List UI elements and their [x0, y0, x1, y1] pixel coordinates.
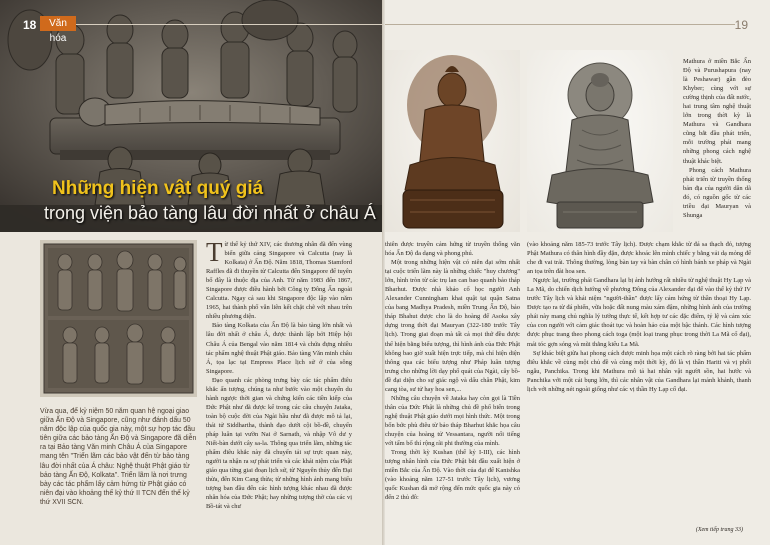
buddhist-stele-photo — [40, 240, 197, 397]
paragraph: Trong thời kỳ Kushan (thế kỷ I-III), các hình tượng nhân hình của Đức Phật bắt đầu xuất hiện ở miền Bắc của Ấn Độ. Vào thời của đại đế Kanishka (vào khoảng năm 127-51 trước Tây lịch), vương quốc Kushan đã mở rộng đến mức quốc gia này có đến 2 thủ đô: — [385, 449, 520, 502]
photo-caption: Vừa qua, để kỷ niệm 50 năm quan hệ ngoại giao giữa Ấn Độ và Singapore, cũng như đánh dấu 50 năm độc lập của quốc gia này, một sự hợp tác đầu tiên giữa các bảo tàng Ấn Độ và Singapore đã diễn ra tại Bảo tàng Văn minh Châu Á của Singapore mang tên "Triển lãm các bảo vật đến từ bảo tàng lâu đời nhất của Á châu: Nghệ thuật Phật giáo từ bảo tàng Ấn Độ, Kolkata". Triển lãm là nơi trưng bày các tác phẩm lấy cảm hứng từ Phật giáo có niên đại vào khoảng thế kỷ thứ II TCN đến thế kỷ thứ XVII SCN. — [40, 408, 197, 506]
right-page — [385, 0, 770, 545]
header-rule — [385, 24, 735, 25]
left-page — [0, 0, 383, 545]
paragraph: thiên được truyền cảm hứng từ truyền thống văn hóa Ấn Độ đa dạng và phong phú. — [385, 241, 520, 258]
header-rule — [40, 24, 383, 25]
headline-line-2: trong viện bảo tàng lâu đời nhất ở châu Á — [44, 203, 376, 223]
drop-cap: T — [206, 237, 223, 267]
headline-line-1: Những hiện vật quý giá — [52, 178, 264, 199]
article-column-3-top — [683, 57, 751, 220]
paragraph: (vào khoảng năm 185-73 trước Tây lịch). Được chạm khắc từ đá sa thạch đỏ, tượng Phật Mathura có thân hình đầy đặn, được khoác lên mình chiếc y bằng vải dạ mỏng để che đi vai trái. Thông thường, lòng bàn tay và bàn chân có hình bánh xe pháp và Ngài an tọa trên đài hoa sen. — [527, 241, 751, 276]
schist-buddha-image — [527, 50, 673, 232]
article-column-1 — [206, 237, 352, 511]
section-label: Văn hóa — [40, 16, 76, 31]
paragraph: Phong cách Mathura phát triển từ truyền thống bản địa của người dân dã đó, có nguồn gốc từ các triều đại Mauryan và Shunga — [683, 166, 751, 219]
paragraph: ừ thế kỷ thứ XIV, các thương nhân đã đến vùng biển giữa cảng Singapore và Calcutta (nay là Kolkata) ở Ấn Độ. Năm 1818, Thomas Stamford Raffles đã đi thuyền từ Calcutta đến Singapore để tuyên bố đây là thuộc địa của Anh. Từ năm 1983 đến 1867, Singapore được điều hành bởi Công ty Đông Ấn ngoài Calcutta. Ngay cả sau khi Singapore độc lập vào năm 1965, hai thành phố vẫn liên kết chặt chẽ với nhau trên nhiều phương diện. — [206, 241, 352, 321]
paragraph: Một trong những hiện vật có niên đại sớm nhất tại cuộc triển lãm này là những chiếc "huy chương" lớn, hình tròn từ các trụ lan can bao quanh bảo tháp Bharhut. Được nhà khảo cổ học người Anh Alexander Cunningham khai quật tại quận Satna của bang Madhya Pradesh, miền Trung Ấn Độ, bảo tháp Bhahut được cho là do hoàng đế Asoka xây dựng trong thời đại Mauryan (322-180 trước Tây lịch). Trong giai đoạn mà tất cả mọi thứ đều được thể hiện bằng biểu tượng, thì hình ảnh của Đức Phật không bao giờ xuất hiện trực tiếp, mà chỉ hiện diện thông qua các biểu tượng như Pháp luân tượng trưng cho những lời dạy phổ quát của Ngài, cây bồ-đề đại diện cho sự giác ngộ và dấu chân Phật, kim cang tòa, sư tử hay hoa sen,... — [385, 259, 520, 393]
paragraph: Ngược lại, trường phái Gandhara lại bị ảnh hưởng rất nhiều từ nghệ thuật Hy Lạp và La Mã, do chiến dịch hướng về phương Đông của Alexander đại đế vào thế kỷ thứ IV trước Tây lịch và khái niệm "người-thần" được lấy cảm hứng từ thần thoại Hy Lạp. Được tạo ra từ đá phiến, vữa hoặc đất nung màu xám đậm, những hình ảnh của trường phái này mang chủ nghĩa lý tưởng thực tế, kết hợp tư các đặc điểm, tỷ lệ và cảm xúc của con người với cảm giác thoát tục và hoàn hảo của một bậc thánh. Các hình tượng được phục trang theo phong cách toga (một loại trang phục trong thời La Mã cổ đại), mái tóc gợn sóng và mũi thẳng kiểu La Mã. — [527, 277, 751, 348]
paragraph: Bảo tàng Kolkata của Ấn Độ là bảo tàng lớn nhất và lâu đời nhất ở châu Á, được thành lập bởi Hiệp hội Châu Á của Bengal vào năm 1814 và chứa đựng nhiều tác phẩm nghệ thuật Phật giáo. Bảo tàng Văn minh châu Á, tọa lạc tại Empress Place lịch sử ở của sông Singapore. — [206, 322, 352, 375]
paragraph: Mathura ở miền Bắc Ấn Độ và Purushapura (nay là Peshawar) gần đèo Khyber; cùng với sự cường thịnh của đất nước, hai trung tâm nghệ thuật lớn trong thời kỳ là Mathura và Gandhara cũng bắt đầu phát triển, mỗi trường phái mang những phong cách nghệ thuật khác biệt. — [683, 58, 751, 165]
article-column-3-bottom — [527, 240, 751, 394]
paragraph: Sự khác biệt giữa hai phong cách được minh họa một cách rõ ràng bởi hai tác phẩm điêu khắc về cùng một chủ đề và cùng một thời kỳ, đó là vị thần Hariti và vị phối ngẫu, Panchika. Trong khi Mathura mô tả hai nhân vật người sồn, hai hước và Panchika với một cái bụng lớn, thì các nhân vật của Gandhara lại mảnh khảnh, thanh lịch với những nét ngoài giống như các vị thần Hy Lạp cổ đại. — [527, 349, 751, 393]
continued-note: (Xem tiếp trang 33) — [695, 527, 743, 533]
article-column-2 — [385, 240, 520, 502]
paragraph: Đạo quanh các phòng trưng bày các tác phẩm điêu khắc ấn tượng, chúng ta như bước vào một chuyến du hành ngược thời gian và chứng kiến các tiền kiếp của Đức Phật như đã được kể trong các câu chuyện Jataka, toàn bộ cuộc đời của Ngài hầu như đã được mô tả lại, thái tử Siddhartha, thành đạo dưới cội bồ-đề, chuyển pháp luân tại vườn Nai ở Sarnath, và nhập Vô dư y Niết-bàn dưới cây sa-la. Thông qua triển lãm, những tác phẩm điêu khắc này đã chuyển tải sự trực quan này, người ta nhận ra sự phát triển và các khái niệm của Phật giáo qua từng giai đoạn lịch sử, từ Nguyên thủy đến Đại thừa, đến Kim Cang thừa; từ những hình ảnh mang biểu tượng ban đầu đến các hình tượng khác nhau đã được nhân hóa của Đức Phật; hay những tượng thờ của các vị Bồ-tát và chư — [206, 376, 352, 511]
mathura-buddha-statue-photo — [385, 50, 520, 232]
paragraph: Những câu chuyện về Jataka hay còn gọi là Tiền thân của Đức Phật là những chủ đề phổ biến trong nghệ thuật Phật giáo dưới mọi hình thức. Một trong bốn bức phù điêu từ bảo tháp Bharhut khắc họa câu chuyện của hoàng tử Vessantara, người nổi tiếng với tấm bố thí rộng rãi phi thường của mình. — [385, 394, 520, 448]
stele-relief-image — [40, 240, 197, 397]
gandhara-buddha-statue-photo — [527, 50, 673, 232]
left-page-number: 18 — [23, 18, 37, 32]
bronze-buddha-image — [385, 50, 520, 232]
right-page-number: 19 — [734, 18, 748, 32]
